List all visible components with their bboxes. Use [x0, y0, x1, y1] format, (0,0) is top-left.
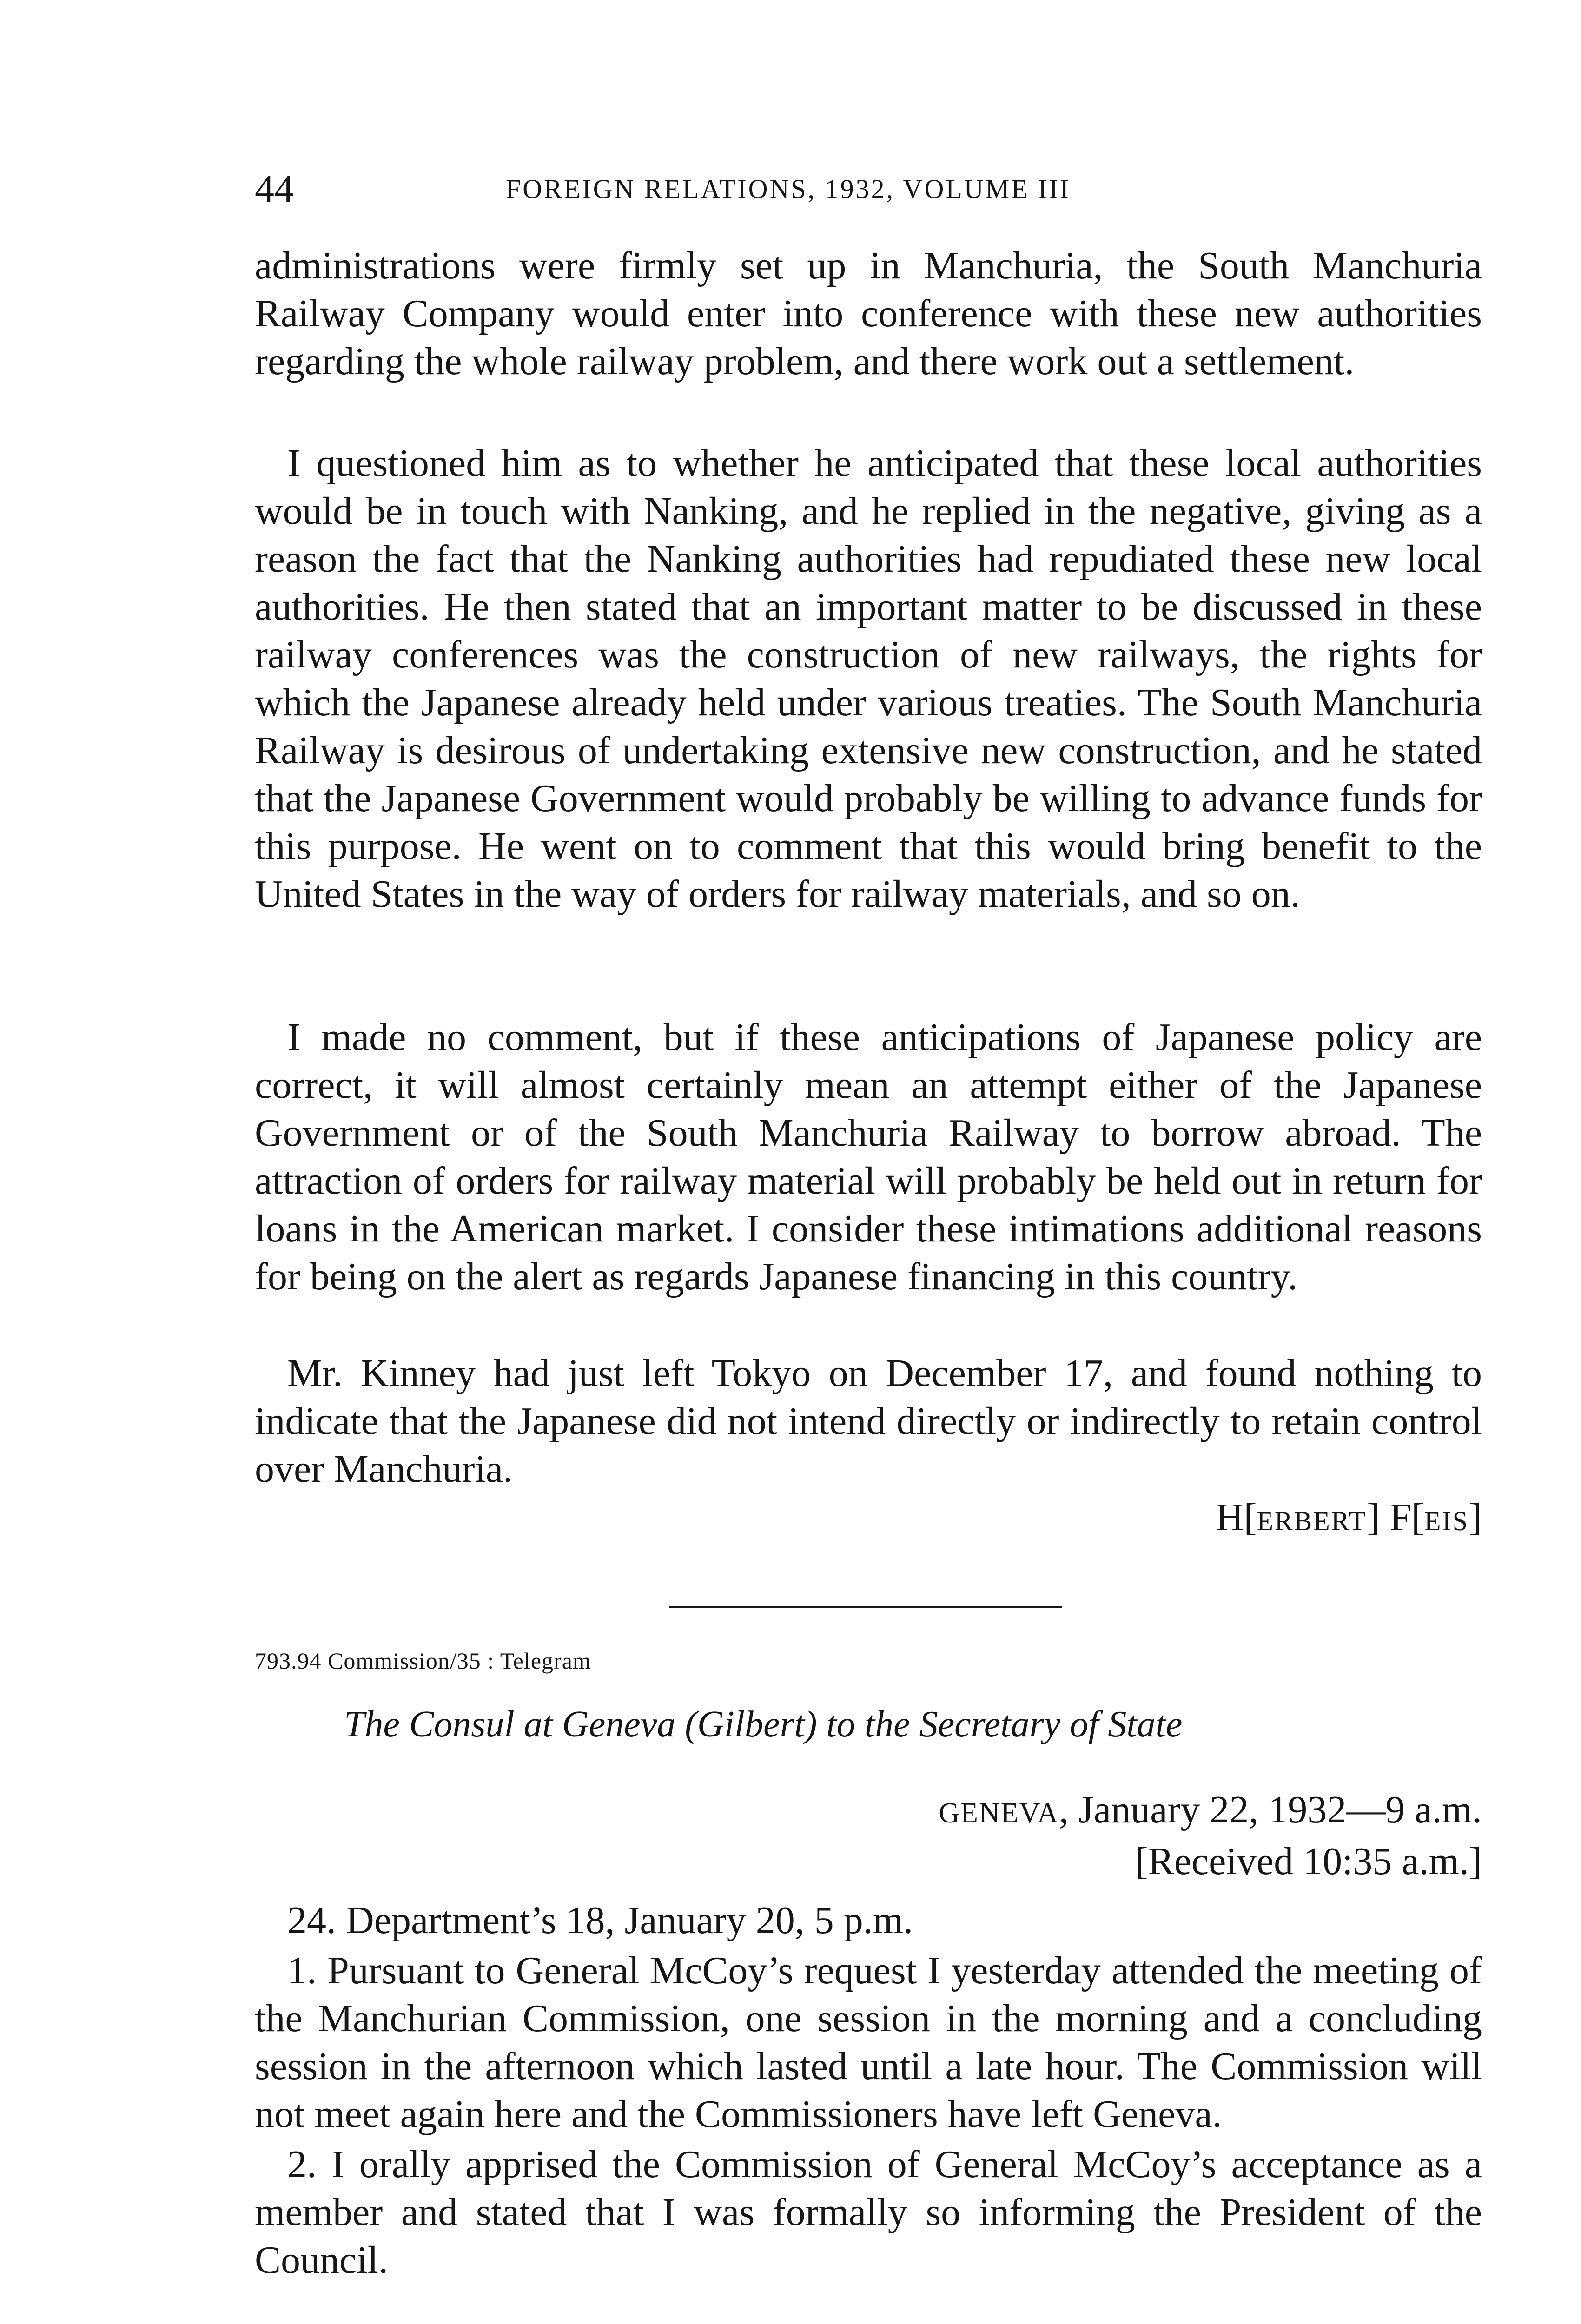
- signature-part: H[: [1215, 1496, 1257, 1539]
- paragraph-japanese-policy: [255, 1013, 1482, 1301]
- signature-part: ]: [1469, 1496, 1482, 1539]
- signature-part: EIS: [1424, 1506, 1469, 1536]
- dateline: [939, 1786, 1482, 1885]
- paragraph-continuation: [255, 242, 1482, 385]
- dateline-received: [Received 10:35 a.m.]: [1135, 1840, 1482, 1883]
- telegram-body: [255, 1896, 1482, 2284]
- signature-part: ] F[: [1367, 1496, 1425, 1539]
- page-number: 44: [255, 167, 294, 211]
- telegram-item-1: 1. Pursuant to General McCoy’s request I yesterday attended the meeting of the Manchurian Commission, one session in the morning and a concluding session in the afternoon which lasted until a late hour. The Commission will not meet again here and the Commissioners have left Geneva.: [255, 1949, 1482, 2136]
- dateline-place: GENEVA: [939, 1797, 1059, 1829]
- paragraph-text: I made no comment, but if these anticipations of Japanese policy are correct, it will almost certainly mean an attempt either of the Japanese Government or of the South Manchuria Railway to borrow abroad. The attraction of orders for railway material will probably be held out in return for loans in the American market. I consider these intimations additional reasons for being on the alert as regards Japanese financing in this country.: [255, 1016, 1482, 1298]
- running-title: FOREIGN RELATIONS, 1932, VOLUME III: [506, 174, 1071, 204]
- dateline-date-text: , January 22, 1932—9 a.m.: [1059, 1788, 1482, 1831]
- paragraph-local-authorities: [255, 439, 1482, 918]
- running-header: [255, 164, 1482, 215]
- dateline-date: [939, 1786, 1482, 1837]
- document-heading: The Consul at Geneva (Gilbert) to the Secretary of State: [344, 1704, 1183, 1745]
- telegram-item-2: 2. I orally apprised the Commission of General McCoy’s acceptance as a member and stated that I was formally so informing the President of the Council.: [255, 2143, 1482, 2282]
- signature-part: ERBERT: [1257, 1506, 1367, 1536]
- section-divider: [669, 1606, 1062, 1608]
- file-reference: 793.94 Commission/35 : Telegram: [255, 1648, 591, 1674]
- paragraph-text: I questioned him as to whether he anticipated that these local authorities would be in touch with Nanking, and he replied in the negative, giving as a reason the fact that the Nanking authorities had repudiated these new local authorities. He then stated that an important matter to be discussed in these railway conferences was the construction of new railways, the rights for which the Japanese already held under various treaties. The South Manchuria Railway is desirous of undertaking extensive new construction, and he stated that the Japanese Government would probably be willing to advance funds for this purpose. He went on to comment that this would bring benefit to the United States in the way of orders for railway materials, and so on.: [255, 442, 1482, 916]
- telegram-reference: 24. Department’s 18, January 20, 5 p.m.: [287, 1899, 913, 1942]
- paragraph-text: administrations were firmly set up in Manchuria, the South Manchuria Railway Company would enter into conference with these new authorities regarding the whole railway problem, and there work out a settlement.: [255, 244, 1482, 383]
- paragraph-text: Mr. Kinney had just left Tokyo on December 17, and found nothing to indicate that the Japanese did not intend directly or indirectly to retain control over Manchuria.: [255, 1352, 1482, 1491]
- paragraph-kinney: [255, 1349, 1482, 1493]
- signature: [1216, 1493, 1482, 1545]
